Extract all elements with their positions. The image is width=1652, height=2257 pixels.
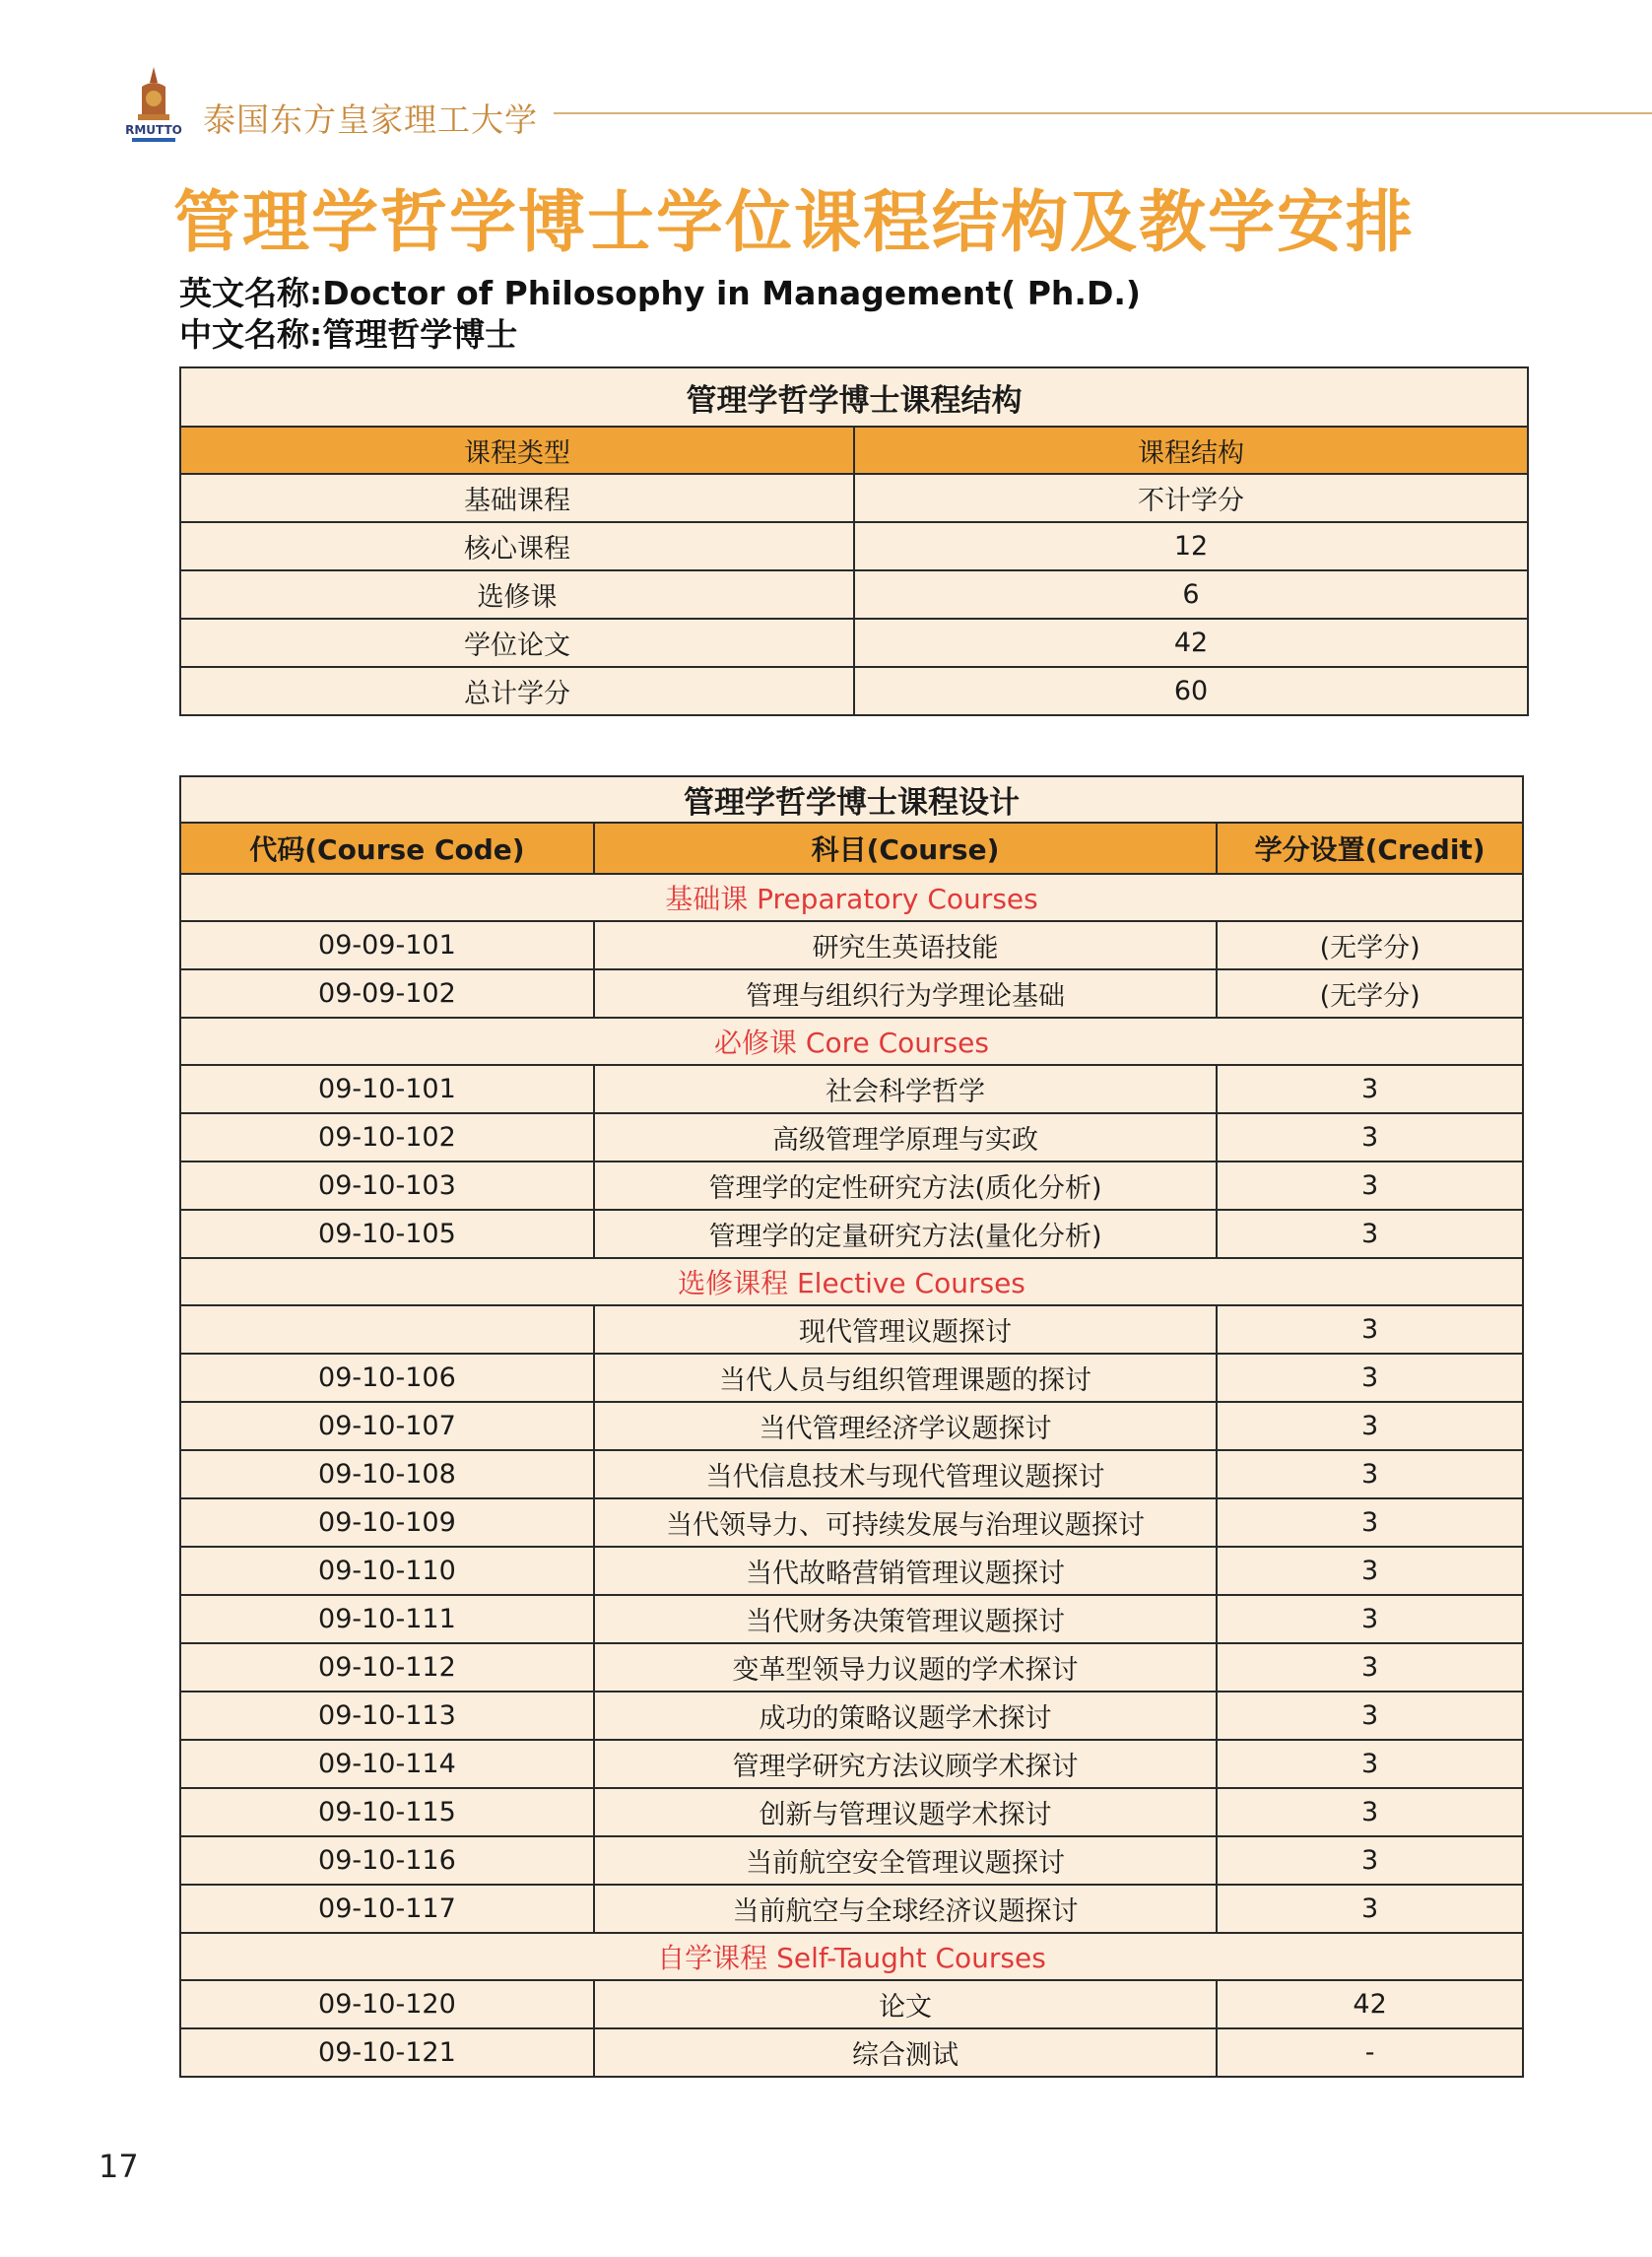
- table-row: [180, 1065, 1523, 1113]
- section-title-self-taught: 自学课程 Self-Taught Courses: [180, 1933, 1523, 1980]
- header-divider: [554, 112, 1652, 114]
- table-row: [180, 1402, 1523, 1450]
- course-name: 创新与管理议题学术探讨: [594, 1788, 1217, 1836]
- table-row: [180, 667, 1528, 715]
- course-credit: 42: [1217, 1980, 1523, 2028]
- course-code: 09-10-110: [180, 1547, 594, 1595]
- table-cell: 基础课程: [180, 474, 854, 522]
- table-cell: 总计学分: [180, 667, 854, 715]
- table-row: [180, 1113, 1523, 1162]
- table-row: [180, 1498, 1523, 1547]
- table-row: [180, 1980, 1523, 2028]
- table-cell: 核心课程: [180, 522, 854, 570]
- course-code: 09-10-109: [180, 1498, 594, 1547]
- table-row: [180, 522, 1528, 570]
- table-row: [180, 1595, 1523, 1643]
- table-row: [180, 1210, 1523, 1258]
- course-code: 09-10-116: [180, 1836, 594, 1885]
- course-name: 管理学的定性研究方法(质化分析): [594, 1162, 1217, 1210]
- table-cell: 6: [854, 570, 1528, 619]
- course-code: 09-10-106: [180, 1354, 594, 1402]
- table-row: [180, 474, 1528, 522]
- svg-text:RMUTTO: RMUTTO: [125, 123, 182, 137]
- table-cell: 12: [854, 522, 1528, 570]
- course-code: 09-10-115: [180, 1788, 594, 1836]
- design-table-caption: 管理学哲学博士课程设计: [180, 776, 1523, 823]
- course-code: 09-10-111: [180, 1595, 594, 1643]
- course-design-table: [179, 775, 1524, 2078]
- table-row: [180, 1885, 1523, 1933]
- table-row: [180, 1547, 1523, 1595]
- course-code: 09-10-103: [180, 1162, 594, 1210]
- course-name: 管理学研究方法议顾学术探讨: [594, 1740, 1217, 1788]
- university-logo: [114, 65, 193, 146]
- course-code: 09-10-117: [180, 1885, 594, 1933]
- course-credit: 3: [1217, 1740, 1523, 1788]
- table-row: [180, 2028, 1523, 2077]
- course-name: 管理与组织行为学理论基础: [594, 969, 1217, 1018]
- table-row: [180, 1162, 1523, 1210]
- course-code: 09-09-101: [180, 921, 594, 969]
- english-name: 英文名称:Doctor of Philosophy in Management( Ph.D.): [179, 274, 1141, 312]
- table-cell: 60: [854, 667, 1528, 715]
- course-credit: 3: [1217, 1113, 1523, 1162]
- table-row: [180, 1836, 1523, 1885]
- course-credit: 3: [1217, 1402, 1523, 1450]
- course-name: 当代财务决策管理议题探讨: [594, 1595, 1217, 1643]
- course-credit: (无学分): [1217, 969, 1523, 1018]
- design-header-course: 科目(Course): [594, 823, 1217, 874]
- course-code: 09-10-113: [180, 1692, 594, 1740]
- section-title-preparatory: 基础课 Preparatory Courses: [180, 874, 1523, 921]
- course-name: 管理学的定量研究方法(量化分析): [594, 1210, 1217, 1258]
- section-title-elective: 选修课程 Elective Courses: [180, 1258, 1523, 1305]
- table-row: [180, 1305, 1523, 1354]
- table-cell: 42: [854, 619, 1528, 667]
- course-credit: 3: [1217, 1162, 1523, 1210]
- course-credit: 3: [1217, 1065, 1523, 1113]
- table-row: [180, 921, 1523, 969]
- page-number: 17: [99, 2148, 139, 2185]
- course-code: 09-10-102: [180, 1113, 594, 1162]
- course-credit: 3: [1217, 1692, 1523, 1740]
- course-credit: 3: [1217, 1450, 1523, 1498]
- course-credit: -: [1217, 2028, 1523, 2077]
- course-name: 当前航空安全管理议题探讨: [594, 1836, 1217, 1885]
- course-name: 当代故略营销管理议题探讨: [594, 1547, 1217, 1595]
- course-credit: 3: [1217, 1788, 1523, 1836]
- course-name: 当代人员与组织管理课题的探讨: [594, 1354, 1217, 1402]
- course-name: 研究生英语技能: [594, 921, 1217, 969]
- course-name: 当代领导力、可持续发展与治理议题探讨: [594, 1498, 1217, 1547]
- table-row: [180, 1643, 1523, 1692]
- design-header-code: 代码(Course Code): [180, 823, 594, 874]
- course-code: 09-10-112: [180, 1643, 594, 1692]
- course-code: [180, 1305, 594, 1354]
- course-name: 高级管理学原理与实政: [594, 1113, 1217, 1162]
- chinese-name: 中文名称:管理哲学博士: [179, 315, 518, 354]
- table-row: [180, 1740, 1523, 1788]
- course-name: 论文: [594, 1980, 1217, 2028]
- course-credit: 3: [1217, 1836, 1523, 1885]
- course-credit: (无学分): [1217, 921, 1523, 969]
- table-row: [180, 1692, 1523, 1740]
- course-code: 09-10-114: [180, 1740, 594, 1788]
- course-code: 09-10-108: [180, 1450, 594, 1498]
- course-credit: 3: [1217, 1595, 1523, 1643]
- course-code: 09-10-101: [180, 1065, 594, 1113]
- course-name: 当代信息技术与现代管理议题探讨: [594, 1450, 1217, 1498]
- design-header-credit: 学分设置(Credit): [1217, 823, 1523, 874]
- course-code: 09-10-120: [180, 1980, 594, 2028]
- structure-header-type: 课程类型: [180, 427, 854, 474]
- course-name: 现代管理议题探讨: [594, 1305, 1217, 1354]
- school-name: 泰国东方皇家理工大学: [203, 100, 538, 139]
- course-name: 成功的策略议题学术探讨: [594, 1692, 1217, 1740]
- table-cell: 学位论文: [180, 619, 854, 667]
- page-title: 管理学哲学博士学位课程结构及教学安排: [173, 184, 1416, 262]
- course-code: 09-10-105: [180, 1210, 594, 1258]
- course-credit: 3: [1217, 1354, 1523, 1402]
- table-cell: 不计学分: [854, 474, 1528, 522]
- course-code: 09-10-121: [180, 2028, 594, 2077]
- course-credit: 3: [1217, 1498, 1523, 1547]
- table-row: [180, 619, 1528, 667]
- course-name: 当代管理经济学议题探讨: [594, 1402, 1217, 1450]
- table-row: [180, 1788, 1523, 1836]
- course-name: 变革型领导力议题的学术探讨: [594, 1643, 1217, 1692]
- table-cell: 选修课: [180, 570, 854, 619]
- course-credit: 3: [1217, 1643, 1523, 1692]
- section-title-core: 必修课 Core Courses: [180, 1018, 1523, 1065]
- table-row: [180, 1354, 1523, 1402]
- table-row: [180, 1450, 1523, 1498]
- table-row: [180, 969, 1523, 1018]
- course-name: 综合测试: [594, 2028, 1217, 2077]
- structure-table-caption: 管理学哲学博士课程结构: [180, 367, 1528, 427]
- course-code: 09-10-107: [180, 1402, 594, 1450]
- course-name: 当前航空与全球经济议题探讨: [594, 1885, 1217, 1933]
- table-row: [180, 570, 1528, 619]
- course-credit: 3: [1217, 1305, 1523, 1354]
- structure-header-structure: 课程结构: [854, 427, 1528, 474]
- course-credit: 3: [1217, 1210, 1523, 1258]
- course-credit: 3: [1217, 1547, 1523, 1595]
- course-name: 社会科学哲学: [594, 1065, 1217, 1113]
- course-code: 09-09-102: [180, 969, 594, 1018]
- course-structure-table: [179, 366, 1529, 716]
- course-credit: 3: [1217, 1885, 1523, 1933]
